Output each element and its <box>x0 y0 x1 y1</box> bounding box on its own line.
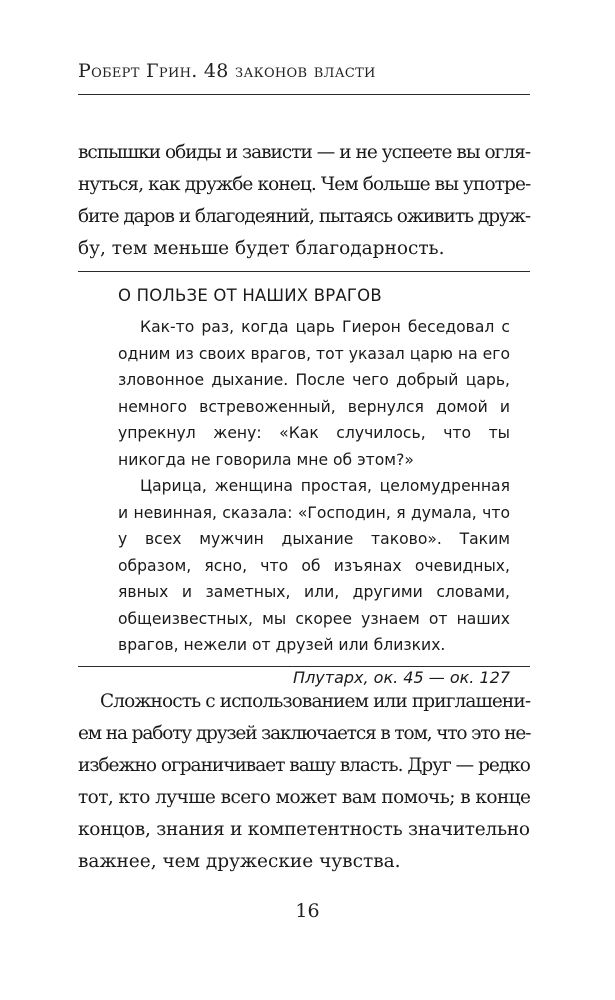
bottom-paragraph-line: тот, кто лучше всего может вам помочь; в конце <box>78 787 531 808</box>
bottom-paragraph-line: избежно ограничивает вашу власть. Друг — редко <box>78 755 530 776</box>
top-paragraph-line: вспышки обиды и зависти — и не успеете вы огля- <box>78 142 531 163</box>
bottom-paragraph-line: Сложность с использованием или приглашени- <box>100 691 531 712</box>
bottom-paragraph-line: концов, знания и компетентность значительно <box>78 819 530 840</box>
sidebar-attribution: Плутарх, ок. 45 — ок. 127 <box>293 667 510 687</box>
header-rule <box>78 94 530 95</box>
bottom-paragraph-line: ем на работу друзей заключается в том, что это не- <box>78 723 531 744</box>
sidebar-bottom-rule <box>78 666 530 667</box>
sidebar-box <box>118 282 510 691</box>
page-number: 16 <box>295 900 320 922</box>
top-paragraph-line: бите даров и благодеяний, пытаясь оживить друж- <box>78 206 531 227</box>
running-head: Роберт Грин. 48 законов власти <box>78 60 376 82</box>
top-paragraph-line: бу, тем меньше будет благодарность. <box>78 238 445 259</box>
top-paragraph <box>78 137 530 265</box>
bottom-paragraph-line: важнее, чем дружеские чувства. <box>78 851 401 872</box>
sidebar-paragraph-2: Царица, женщина простая, целомудренная и невинная, сказала: «Господин, я думала, что у всех мужчин дыхание таково». Таким образом, ясно, что об изъянах очевидных, явных и заметных, или, другими словами, общеизвестных, мы скорее узнаем от наших врагов, нежели от друзей или близких. <box>118 477 510 654</box>
bottom-paragraph <box>78 686 530 878</box>
top-paragraph-line: нуться, как дружбе конец. Чем больше вы употре- <box>78 174 531 195</box>
sidebar-title: О ПОЛЬЗЕ ОТ НАШИХ ВРАГОВ <box>118 286 382 305</box>
sidebar-top-rule <box>78 271 530 272</box>
sidebar-paragraph-1: Как-то раз, когда царь Гиерон беседовал с одним из своих врагов, тот указал царю на его зловонное дыхание. После чего добрый царь, немного встревоженный, вернулся домой и упрекнул жену: «Как случилось, что ты никогда не говорила мне об этом?» <box>118 318 510 469</box>
